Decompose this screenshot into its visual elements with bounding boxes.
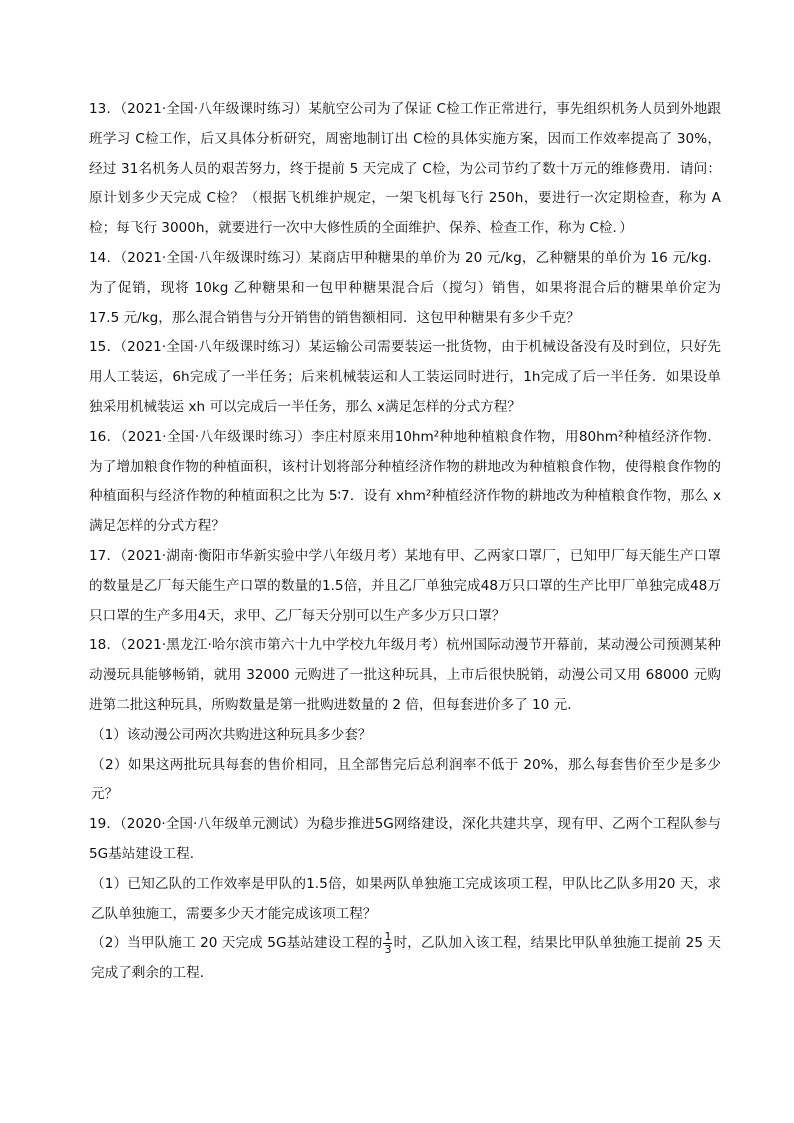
question-15: 15．（2021·全国·八年级课时练习）某运输公司需要装运一批货物，由于机械设备没有及时到位，只好先用人工装运，6h完成了一半任务；后来机械装运和人工装运同时进行，1h完成了后一半任务．如果设单独采用机械装运 xh 可以完成后一半任务，那么 x满足怎样的分式方程？ — [89, 339, 721, 415]
fraction-one-third — [383, 931, 392, 956]
question-17: 17．（2021·湖南·衡阳市华新实验中学八年级月考）某地有甲、乙两家口罩厂，已知甲厂每天能生产口罩的数量是乙厂每天能生产口罩的数量的1.5倍，并且乙厂单独完成48万只口罩的生产比甲厂单独完成48万只口罩的生产多用4天，求甲、乙厂每天分别可以生产多少万只口罩？ — [89, 547, 721, 624]
question-18: 18．（2021·黑龙江·哈尔滨市第六十九中学校九年级月考）杭州国际动漫节开幕前，某动漫公司预测某种动漫玩具能够畅销，就用 32000 元购进了一批这种玩具，上市后很快脱销，动漫公司又用 68000 元购进第二批这种玩具，所购数量是第一批购进数量的 2 倍，但每套进价多了 10 元． — [89, 637, 721, 713]
question-18-part-1: （1）该动漫公司两次共购进这种玩具多少套？ — [91, 726, 372, 743]
question-19-part-2-text-a: （2）当甲队施工 20 天完成 5G基站建设工程的 — [91, 935, 383, 952]
fraction-numerator: 1 — [384, 929, 392, 943]
question-16: 16．（2021·全国·八年级课时练习）李庄村原来用10hm²种地种植粮食作物，用80hm²种植经济作物．为了增加粮食作物的种植面积，该村计划将部分种植经济作物的耕地改为种植粮食作物，使得粮食作物的种植面积与经济作物的种植面积之比为 5∶7．设有 xhm²种植经济作物的耕地改为种植粮食作物，那么 x满足怎样的分式方程？ — [89, 428, 721, 535]
question-14: 14．（2021·全国·八年级课时练习）某商店甲种糖果的单价为 20 元/kg，乙种糖果的单价为 16 元/kg．为了促销，现将 10kg 乙种糖果和一包甲种糖果混合后（搅匀）销售，如果将混合后的糖果单价定为 17.5 元/kg，那么混合销售与分开销售的销售额相同．这包甲种糖果有多少千克？ — [89, 249, 721, 326]
question-13: 13．（2021·全国·八年级课时练习）某航空公司为了保证 C检工作正常进行，事先组织机务人员到外地跟班学习 C检工作，后又具体分析研究，周密地制订出 C检的具体实施方案，因而工作效率提高了 30%，经过 31名机务人员的艰苦努力，终于提前 5 天完成了 C检，为公司节约了数十万元的维修费用．请问：原计划多少天完成 C检？（根据飞机维护规定，一架飞机每飞行 250h，要进行一次定期检查，称为 A检；每飞行 3000h，就要进行一次中大修性质的全面维护、保养、检查工作，称为 C检．） — [89, 101, 721, 237]
document-page — [89, 95, 721, 989]
fraction-denominator: 3 — [384, 942, 392, 956]
question-18-part-2: （2）如果这两批玩具每套的售价相同，且全部售完后总利润率不低于 20%，那么每套售价至少是多少元？ — [91, 756, 721, 803]
question-19-part-1: （1）已知乙队的工作效率是甲队的1.5倍，如果两队单独施工完成该项工程，甲队比乙队多用20 天，求乙队单独施工，需要多少天才能完成该项工程？ — [91, 875, 721, 922]
question-19: 19．（2020·全国·八年级单元测试）为稳步推进5G网络建设，深化共建共享，现有甲、乙两个工程队参与5G基站建设工程． — [89, 816, 721, 862]
question-19-part-2-text-b: 时，乙队加入该工程，结果比甲队单独施工提前 25 天完成了剩余的工程． — [91, 935, 721, 982]
question-19-part-2 — [89, 929, 721, 989]
